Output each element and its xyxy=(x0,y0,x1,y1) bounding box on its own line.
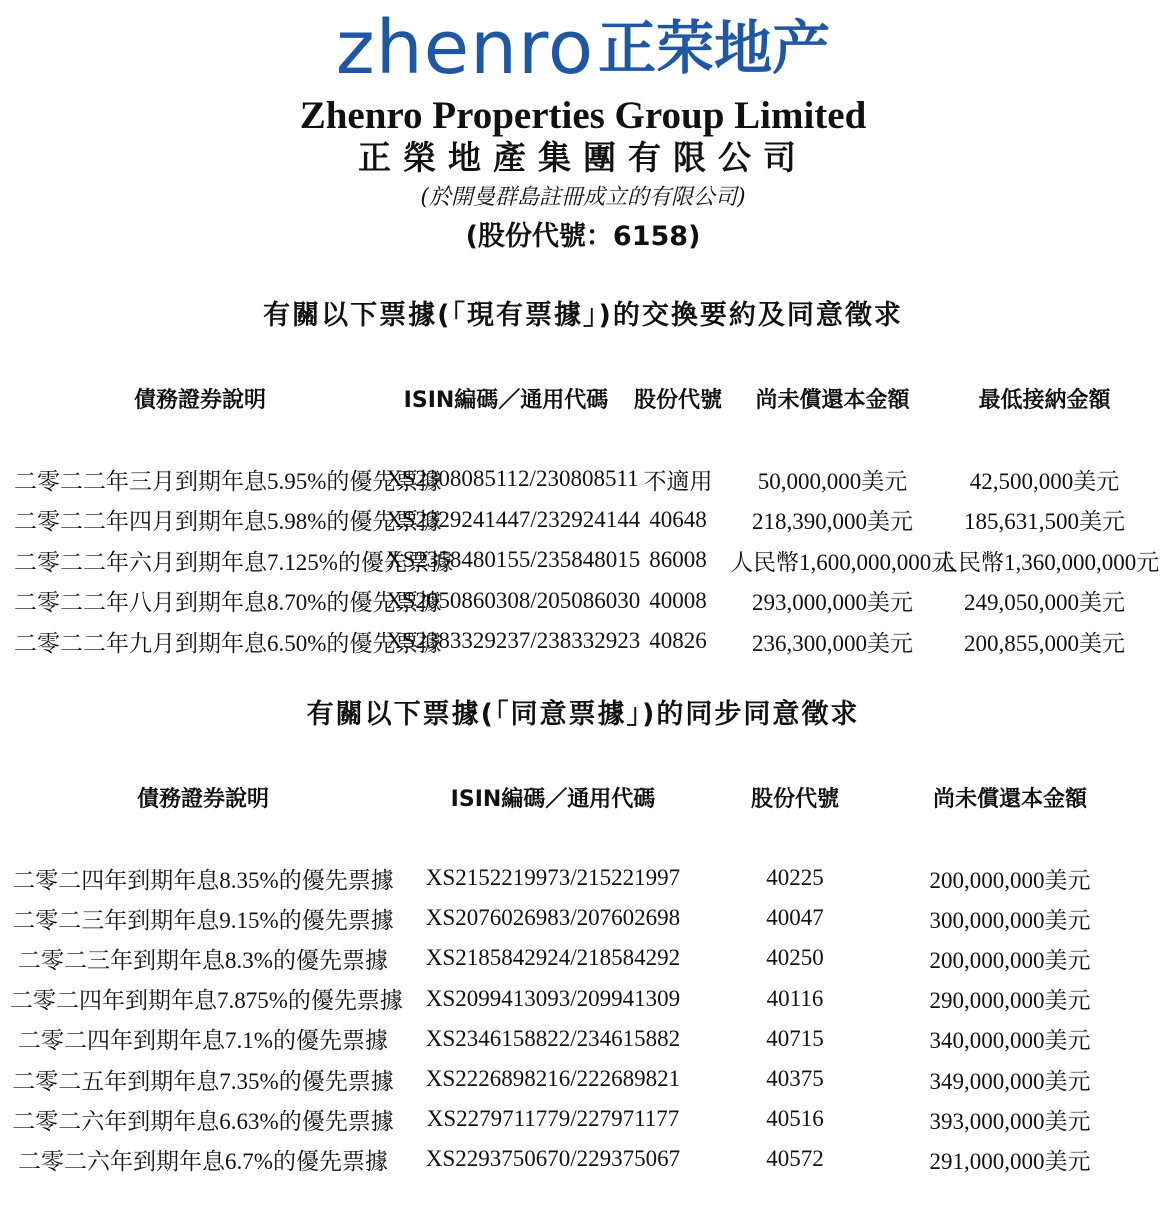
outstanding-amount: 300,000,000美元 xyxy=(929,907,1091,933)
note-description: 二零二三年到期年息8.3%的優先票據 xyxy=(18,947,388,973)
isin-code: XS2293750670/229375067 xyxy=(425,1146,681,1172)
isin-code: XS2329241447/232924144 xyxy=(386,506,641,532)
outstanding-amount: 290,000,000美元 xyxy=(929,988,1091,1014)
isin-code: XS2050860308/205086030 xyxy=(386,587,641,613)
stock-code-cell: 40516 xyxy=(766,1106,824,1132)
table-header-row xyxy=(14,378,1154,418)
column-header: 債務證券說明 xyxy=(133,387,266,413)
outstanding-amount: 200,000,000美元 xyxy=(929,947,1091,973)
logo-chinese-name: 正荣地产 xyxy=(598,14,831,82)
minimum-acceptance-amount: 185,631,500美元 xyxy=(964,509,1125,535)
table-row xyxy=(10,1139,1140,1179)
outstanding-amount: 50,000,000美元 xyxy=(757,468,908,494)
outstanding-amount: 349,000,000美元 xyxy=(929,1068,1091,1094)
isin-code: XS2099413093/209941309 xyxy=(425,985,681,1011)
table-row xyxy=(14,581,1154,622)
outstanding-amount: 218,390,000美元 xyxy=(752,509,913,535)
outstanding-amount: 291,000,000美元 xyxy=(929,1148,1091,1174)
stock-code-cell: 40047 xyxy=(766,905,824,931)
stock-code-cell: 不適用 xyxy=(643,468,713,494)
stock-code-cell: 40826 xyxy=(649,628,707,654)
table-row xyxy=(10,1099,1140,1139)
stock-code-cell: 40572 xyxy=(766,1146,824,1172)
minimum-acceptance-amount: 人民幣1,360,000,000元 xyxy=(935,549,1160,575)
consent-notes-table xyxy=(10,777,1140,1180)
note-description: 二零二四年到期年息7.1%的優先票據 xyxy=(18,1028,388,1054)
stock-code: (股份代號：6158) xyxy=(465,221,701,252)
column-header: ISIN編碼／通用代碼 xyxy=(403,387,609,413)
stock-code-cell: 40116 xyxy=(766,985,824,1011)
minimum-acceptance-amount: 249,050,000美元 xyxy=(964,590,1125,616)
table-row xyxy=(14,500,1154,541)
stock-code-cell: 40008 xyxy=(649,587,707,613)
table-row xyxy=(10,1059,1140,1099)
table-header-row xyxy=(10,777,1140,817)
row-spacer xyxy=(14,418,1154,459)
note-description: 二零二四年到期年息8.35%的優先票據 xyxy=(12,867,394,893)
outstanding-amount: 393,000,000美元 xyxy=(929,1108,1091,1134)
consent-solicitation-heading: 有關以下票據(「同意票據」)的同步同意徵求 xyxy=(306,699,860,730)
isin-code: XS2185842924/218584292 xyxy=(425,945,681,971)
company-name-english: Zhenro Properties Group Limited xyxy=(299,94,867,137)
table-row xyxy=(14,621,1154,662)
table-row xyxy=(10,1019,1140,1059)
column-header: 尚未償還本金額 xyxy=(755,387,910,413)
stock-code-cell: 40225 xyxy=(766,865,824,891)
stock-code-cell: 86008 xyxy=(649,547,707,573)
outstanding-amount: 340,000,000美元 xyxy=(929,1028,1091,1054)
column-header: 債務證券說明 xyxy=(136,786,269,812)
isin-code: XS2308085112/230808511 xyxy=(386,466,639,492)
column-header: 尚未償還本金額 xyxy=(932,786,1087,812)
column-header: 股份代號 xyxy=(633,387,722,413)
note-description: 二零二四年到期年息7.875%的優先票據 xyxy=(10,988,403,1014)
company-name-chinese: 正榮地產集團有限公司 xyxy=(358,138,808,177)
note-description: 二零二三年到期年息9.15%的優先票據 xyxy=(12,907,394,933)
logo-wordmark: zhenro xyxy=(335,5,595,91)
stock-code-cell: 40375 xyxy=(766,1066,824,1092)
note-description: 二零二二年九月到期年息6.50%的優先票據 xyxy=(14,630,442,656)
outstanding-amount: 293,000,000美元 xyxy=(752,590,913,616)
table-row xyxy=(10,979,1140,1019)
note-description: 二零二二年八月到期年息8.70%的優先票據 xyxy=(14,590,442,616)
minimum-acceptance-amount: 200,855,000美元 xyxy=(964,630,1125,656)
outstanding-amount: 200,000,000美元 xyxy=(929,867,1091,893)
note-description: 二零二六年到期年息6.7%的優先票據 xyxy=(18,1148,388,1174)
table-row xyxy=(14,459,1154,500)
isin-code: XS2383329237/238332923 xyxy=(386,628,641,654)
incorporation-note: (於開曼群島註冊成立的有限公司) xyxy=(420,185,746,210)
table-row xyxy=(10,898,1140,938)
note-description: 二零二二年六月到期年息7.125%的優先票據 xyxy=(14,549,453,575)
column-header: 股份代號 xyxy=(750,786,839,812)
company-logo xyxy=(0,5,1166,91)
table-row xyxy=(10,938,1140,978)
existing-notes-table xyxy=(14,378,1160,662)
table-row xyxy=(14,540,1154,581)
stock-code-cell: 40250 xyxy=(766,945,824,971)
row-spacer xyxy=(10,817,1140,858)
stock-code-cell: 40648 xyxy=(649,506,707,532)
isin-code: XS2279711779/227971177 xyxy=(426,1106,680,1132)
outstanding-amount: 236,300,000美元 xyxy=(752,630,913,656)
isin-code: XS2076026983/207602698 xyxy=(425,905,681,931)
minimum-acceptance-amount: 42,500,000美元 xyxy=(969,468,1120,494)
isin-code: XS2152219973/215221997 xyxy=(425,865,681,891)
table-row xyxy=(10,858,1140,898)
note-description: 二零二五年到期年息7.35%的優先票據 xyxy=(12,1068,394,1094)
note-description: 二零二六年到期年息6.63%的優先票據 xyxy=(12,1108,394,1134)
isin-code: XS2226898216/222689821 xyxy=(425,1066,681,1092)
stock-code-cell: 40715 xyxy=(766,1025,824,1051)
note-description: 二零二二年四月到期年息5.98%的優先票據 xyxy=(14,509,442,535)
outstanding-amount: 人民幣1,600,000,000元 xyxy=(730,549,955,575)
note-description: 二零二二年三月到期年息5.95%的優先票據 xyxy=(14,468,442,494)
isin-code: XS2346158822/234615882 xyxy=(425,1025,681,1051)
isin-code: XS2358480155/235848015 xyxy=(386,547,641,573)
column-header: 最低接納金額 xyxy=(978,387,1111,413)
column-header: ISIN編碼／通用代碼 xyxy=(450,786,656,812)
exchange-offer-heading: 有關以下票據(「現有票據」)的交換要約及同意徵求 xyxy=(263,300,903,331)
